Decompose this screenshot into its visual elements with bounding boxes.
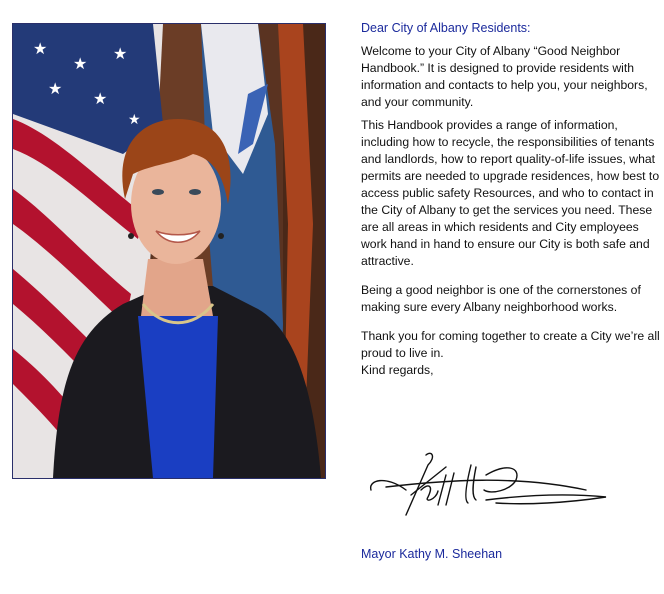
mayor-portrait-photo	[12, 23, 326, 479]
letter-paragraph-welcome: Welcome to your City of Albany “Good Neighbor Handbook.” It is designed to provide residents with information and contacts to help you, your neighbors, and your community.	[361, 44, 648, 109]
svg-text:★: ★	[33, 41, 48, 58]
letter-closing: Kind regards,	[361, 363, 434, 377]
letter-paragraph-handbook-contents: This Handbook provides a range of information, including how to recycle, the responsibilities of tenants and landlords, how to report quality-of-life issues, what permits are needed to upgrade residences, how best to access public safety Resources, and who to contact in the City of Albany to get the services you need. These are all areas in which residents and City employees work hand in hand to ensure our City is both safe and attractive.	[361, 118, 660, 268]
letter-salutation: Dear City of Albany Residents:	[361, 21, 531, 35]
letter-paragraph-good-neighbor: Being a good neighbor is one of the cornerstones of making sure every Albany neighborhood works.	[361, 283, 641, 314]
svg-text:★: ★	[48, 81, 63, 98]
svg-text:★: ★	[73, 56, 88, 73]
svg-text:★: ★	[128, 111, 141, 127]
signer-name: Mayor Kathy M. Sheehan	[361, 547, 503, 561]
svg-text:★: ★	[113, 46, 128, 63]
welcome-letter	[361, 20, 661, 379]
svg-text:★: ★	[93, 91, 108, 108]
signature-image	[366, 445, 616, 525]
portrait-image	[13, 24, 325, 478]
letter-paragraph-thank-you: Thank you for coming together to create a City we’re all proud to live in.	[361, 329, 660, 360]
